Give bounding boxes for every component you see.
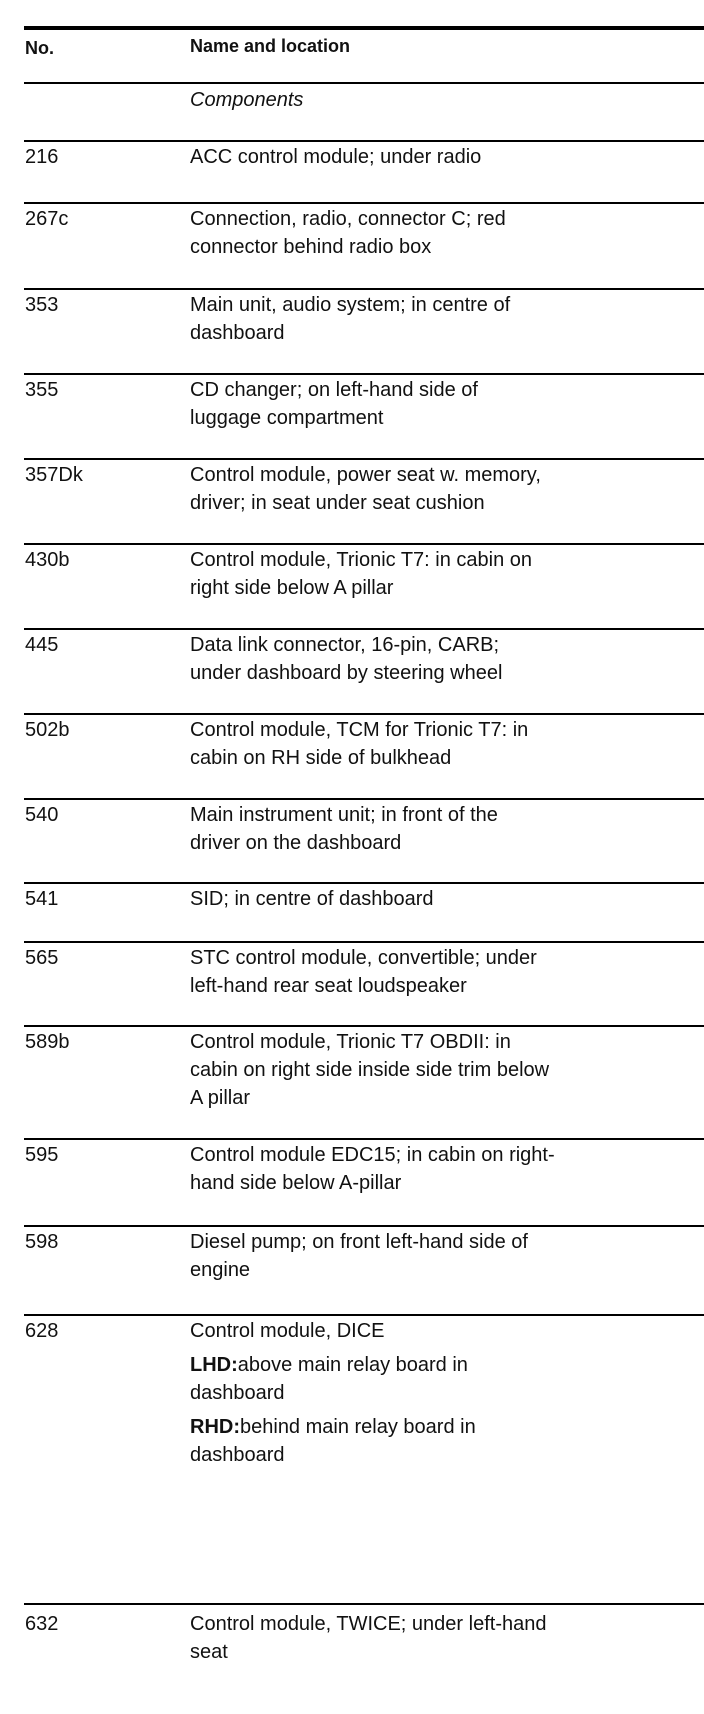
description-line: hand side below A-pillar <box>190 1172 402 1194</box>
description-line: A pillar <box>190 1087 251 1109</box>
description-line: Control module EDC15; in cabin on right- <box>190 1144 555 1166</box>
description-line: SID; in centre of dashboard <box>190 888 434 910</box>
row-description <box>190 143 481 171</box>
row-rule <box>24 798 704 800</box>
description-line: Control module, TCM for Trionic T7: in <box>190 719 529 741</box>
row-number: 216 <box>25 146 59 168</box>
row-rule <box>24 628 704 630</box>
row-description <box>190 1028 549 1112</box>
description-line: ACC control module; under radio <box>190 146 482 168</box>
description-line: dashboard <box>190 322 285 344</box>
lhd-line <box>190 1351 476 1379</box>
description-line: right side below A pillar <box>190 577 394 599</box>
row-rule <box>24 288 704 290</box>
row-description <box>190 716 528 772</box>
description-line: Control module, power seat w. memory, <box>190 464 541 486</box>
top-rule <box>24 26 704 30</box>
row-description <box>190 1141 555 1197</box>
row-number: 430b <box>25 549 70 571</box>
row-description <box>190 205 506 261</box>
description-line: cabin on RH side of bulkhead <box>190 747 452 769</box>
row-number: 589b <box>25 1031 70 1053</box>
row-rule <box>24 713 704 715</box>
row-description <box>190 461 541 517</box>
description-line: Control module, DICE <box>190 1320 385 1342</box>
row-number: 353 <box>25 294 59 316</box>
row-rule <box>24 1314 704 1316</box>
row-description <box>190 1317 476 1469</box>
row-number: 502b <box>25 719 70 741</box>
rhd-line <box>190 1413 476 1441</box>
description-line: seat <box>190 1641 228 1663</box>
description-line: STC control module, convertible; under <box>190 947 537 969</box>
rhd-label: RHD: <box>190 1416 240 1438</box>
description-line: Data link connector, 16-pin, CARB; <box>190 634 500 656</box>
description-line: cabin on right side inside side trim below <box>190 1059 550 1081</box>
row-rule <box>24 941 704 943</box>
column-header-no: No. <box>25 38 54 58</box>
row-number: 565 <box>25 947 59 969</box>
description-line: driver; in seat under seat cushion <box>190 492 485 514</box>
row-number: 598 <box>25 1231 59 1253</box>
row-number: 357Dk <box>25 464 83 486</box>
row-rule <box>24 458 704 460</box>
row-rule <box>24 140 704 142</box>
row-description <box>190 801 498 857</box>
row-rule <box>24 882 704 884</box>
row-number: 632 <box>25 1613 59 1635</box>
description-line: Connection, radio, connector C; red <box>190 208 506 230</box>
description-line: Control module, TWICE; under left-hand <box>190 1613 547 1635</box>
row-rule <box>24 1603 704 1605</box>
row-rule <box>24 543 704 545</box>
row-description <box>190 546 532 602</box>
description-line: Main unit, audio system; in centre of <box>190 294 511 316</box>
row-rule <box>24 373 704 375</box>
row-number: 628 <box>25 1320 59 1342</box>
description-line: driver on the dashboard <box>190 832 402 854</box>
row-description <box>190 376 478 432</box>
row-rule <box>24 202 704 204</box>
description-line: engine <box>190 1259 251 1281</box>
description-line: connector behind radio box <box>190 236 432 258</box>
row-description <box>190 885 433 913</box>
row-description <box>190 291 510 347</box>
row-rule <box>24 1025 704 1027</box>
description-line: dashboard <box>190 1382 285 1404</box>
description-line: CD changer; on left-hand side of <box>190 379 478 401</box>
description-line: behind main relay board in <box>240 1416 476 1438</box>
header-rule <box>24 82 704 84</box>
row-rule <box>24 1225 704 1227</box>
description-line: under dashboard by steering wheel <box>190 662 503 684</box>
description-line: left-hand rear seat loudspeaker <box>190 975 467 997</box>
description-line: Main instrument unit; in front of the <box>190 804 498 826</box>
row-description <box>190 1610 546 1666</box>
row-description <box>190 631 502 687</box>
section-label: Components <box>190 89 304 111</box>
description-line: dashboard <box>190 1444 285 1466</box>
description-line: Control module, Trionic T7 OBDII: in <box>190 1031 511 1053</box>
row-number: 355 <box>25 379 59 401</box>
description-line: above main relay board in <box>237 1354 468 1376</box>
lhd-label: LHD: <box>190 1354 238 1376</box>
row-number: 540 <box>25 804 59 826</box>
description-line: Control module, Trionic T7: in cabin on <box>190 549 533 571</box>
row-description <box>190 1228 528 1284</box>
description-line: Diesel pump; on front left-hand side of <box>190 1231 528 1253</box>
row-number: 267c <box>25 208 69 230</box>
row-rule <box>24 1138 704 1140</box>
row-number: 541 <box>25 888 59 910</box>
row-number: 595 <box>25 1144 59 1166</box>
description-line: luggage compartment <box>190 407 384 429</box>
row-description <box>190 944 537 1000</box>
column-header-name: Name and location <box>190 36 351 56</box>
row-number: 445 <box>25 634 59 656</box>
